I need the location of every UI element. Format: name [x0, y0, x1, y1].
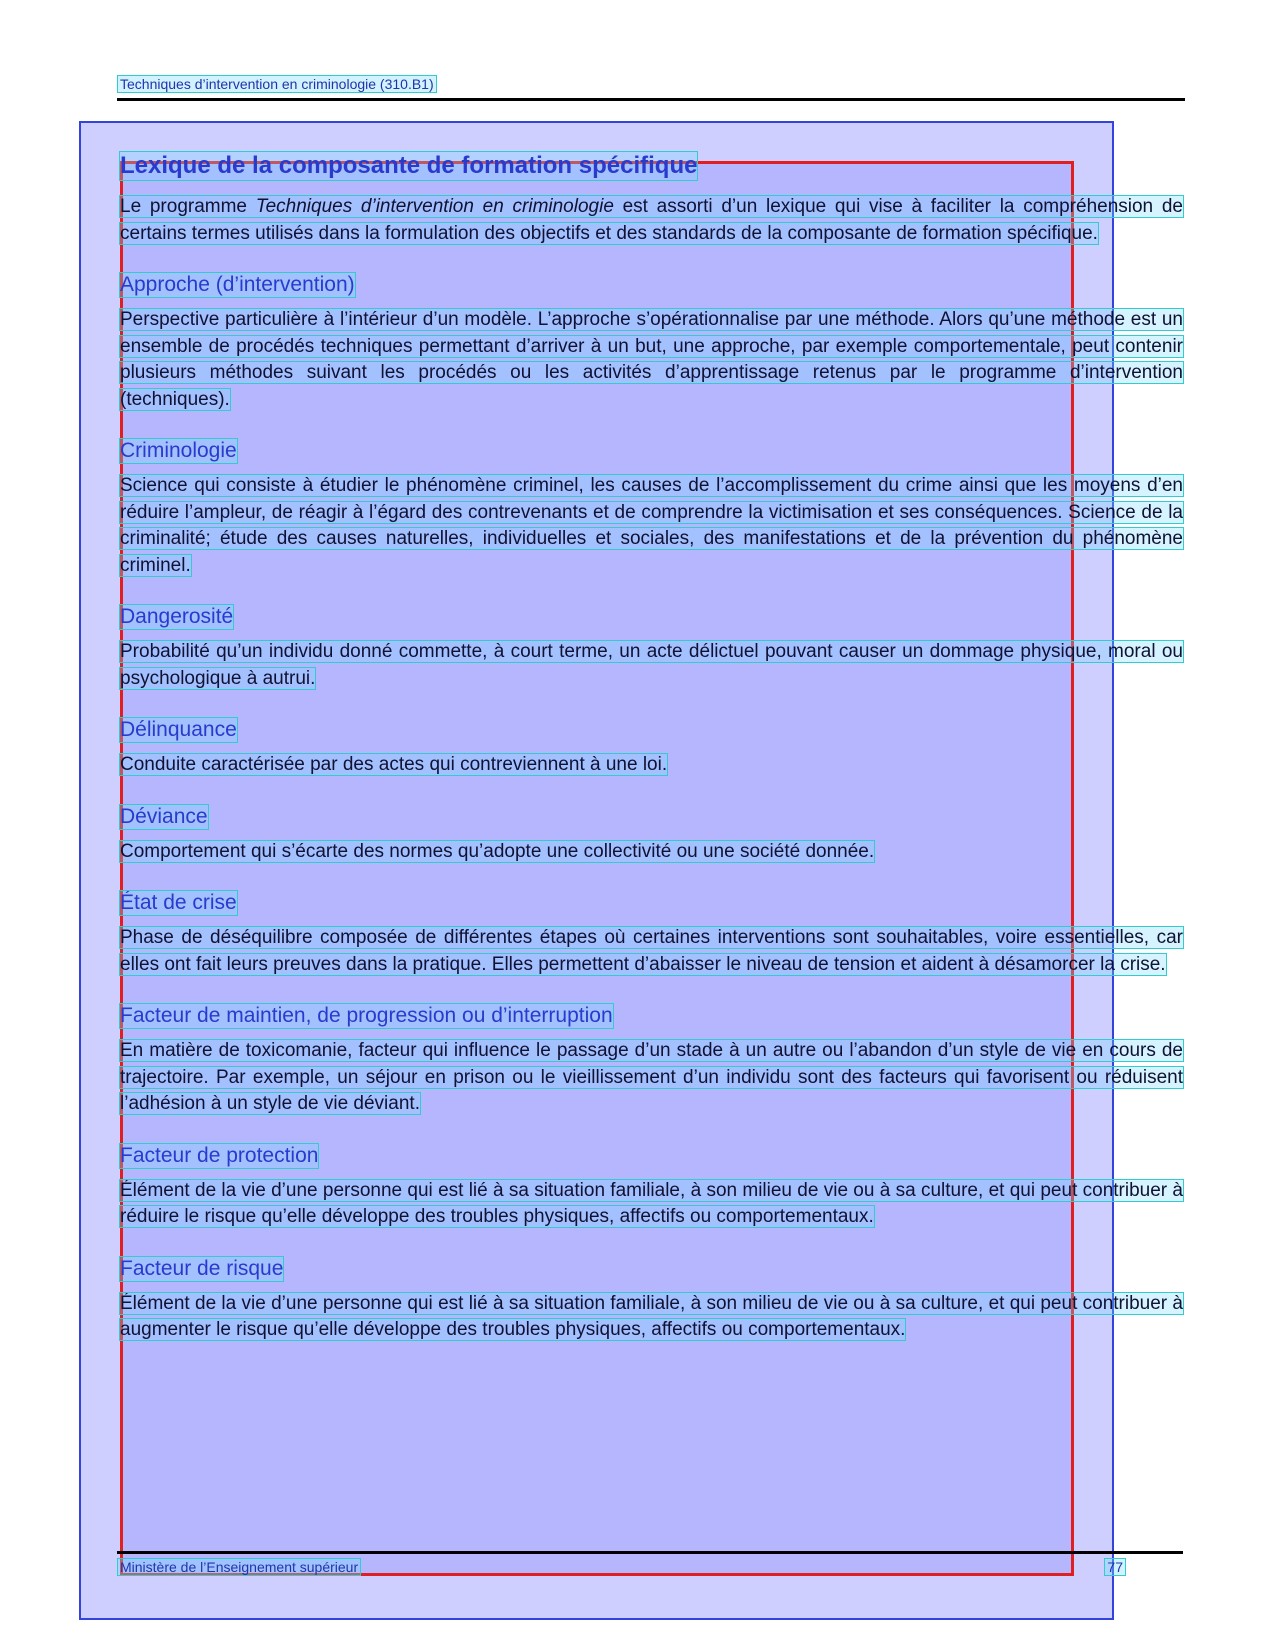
- intro-text-start: Le programme: [120, 196, 256, 217]
- lexicon-term: Facteur de risque: [120, 1256, 284, 1280]
- lexicon-term: Facteur de maintien, de progression ou d’interruption: [120, 1004, 613, 1027]
- lexicon-term: Déviance: [120, 804, 208, 828]
- page-title: Lexique de la composante de formation spécifique: [120, 152, 698, 179]
- lexicon-term: Facteur de protection: [120, 1143, 319, 1167]
- lexicon-term: Dangerosité: [120, 605, 234, 628]
- lexicon-content: [120, 152, 1183, 1370]
- lexicon-entry: [120, 1144, 1183, 1231]
- lexicon-definition: Conduite caractérisée par des actes qui contreviennent à une loi.: [120, 754, 668, 775]
- page-header: [117, 72, 1185, 101]
- lexicon-entry: [120, 805, 1183, 866]
- lexicon-definition: Science qui consiste à étudier le phénomène criminel, les causes de l’accomplissement du crime ainsi que les moyens d’en réduire l’ampleur, de réagir à l’égard des contrevenants et de comprendre la victimisation et ses conséquences. Science de la criminalité; étude des causes naturelles, individuelles et sociales, des manifestations et de la prévention du phénomène criminel.: [120, 475, 1183, 576]
- lexicon-definition: Élément de la vie d’une personne qui est lié à sa situation familiale, à son milieu de vie ou à sa culture, et qui peut contribuer à réduire le risque qu’elle développe des troubles physiques, affectifs ou comportementaux.: [120, 1179, 1183, 1227]
- lexicon-entry: [120, 273, 1183, 413]
- lexicon-definition: Probabilité qu’un individu donné commette, à court terme, un acte délictuel pouvant causer un dommage physique, moral ou psychologique à autrui.: [120, 641, 1183, 689]
- lexicon-definition: Comportement qui s’écarte des normes qu’adopte une collectivité ou une société donnée.: [120, 840, 875, 862]
- lexicon-definition: Perspective particulière à l’intérieur d’un modèle. L’approche s’opérationnalise par une méthode. Alors qu’une méthode est un ensemble de procédés techniques permettant d’arriver à un but, une approche, par exemple comportementale, peut contenir plusieurs méthodes suivant les procédés ou les activités d’apprentissage retenus par le programme d’intervention (techniques).: [120, 309, 1183, 410]
- running-header: Techniques d’intervention en criminologie (310.B1): [120, 76, 434, 92]
- lexicon-entry: [120, 891, 1183, 978]
- lexicon-term: Criminologie: [120, 439, 237, 462]
- intro-text-end: est assorti d’un lexique qui vise à faciliter la compréhension de certains termes utilisés dans la formulation des objectifs et des standards de la composante de formation spécifique.: [120, 196, 1183, 244]
- program-name: Techniques d’intervention en criminologie: [255, 196, 614, 217]
- lexicon-term: État de crise: [120, 891, 237, 914]
- lexicon-entry: [120, 1257, 1183, 1344]
- footer-ministry: Ministère de l’Enseignement supérieur: [120, 1559, 359, 1575]
- lexicon-term: Délinquance: [120, 718, 237, 741]
- lexicon-term: Approche (d’intervention): [120, 273, 355, 296]
- lexicon-entry: [120, 605, 1183, 692]
- lexicon-definition: Élément de la vie d’une personne qui est lié à sa situation familiale, à son milieu de vie ou à sa culture, et qui peut contribuer à augmenter le risque qu’elle développe des troubles physiques, affectifs ou comportementaux.: [120, 1292, 1183, 1340]
- lexicon-entry: [120, 1004, 1183, 1118]
- page-footer: [117, 1551, 1183, 1584]
- lexicon-definition: En matière de toxicomanie, facteur qui influence le passage d’un stade à un autre ou l’abandon d’un style de vie en cours de trajectoire. Par exemple, un séjour en prison ou le vieillissement d’un individu sont des facteurs qui favorisent ou réduisent l’adhésion à un style de vie déviant.: [120, 1040, 1183, 1114]
- page-number: 77: [1107, 1559, 1123, 1575]
- lexicon-definition: Phase de déséquilibre composée de différentes étapes où certaines interventions sont souhaitables, voire essentielles, car elles ont fait leurs preuves dans la pratique. Elles permettent d’abaisser le niveau de tension et aident à désamorcer la crise.: [120, 927, 1183, 975]
- intro-paragraph: [120, 194, 1183, 247]
- lexicon-entry: [120, 718, 1183, 779]
- lexicon-entry: [120, 439, 1183, 579]
